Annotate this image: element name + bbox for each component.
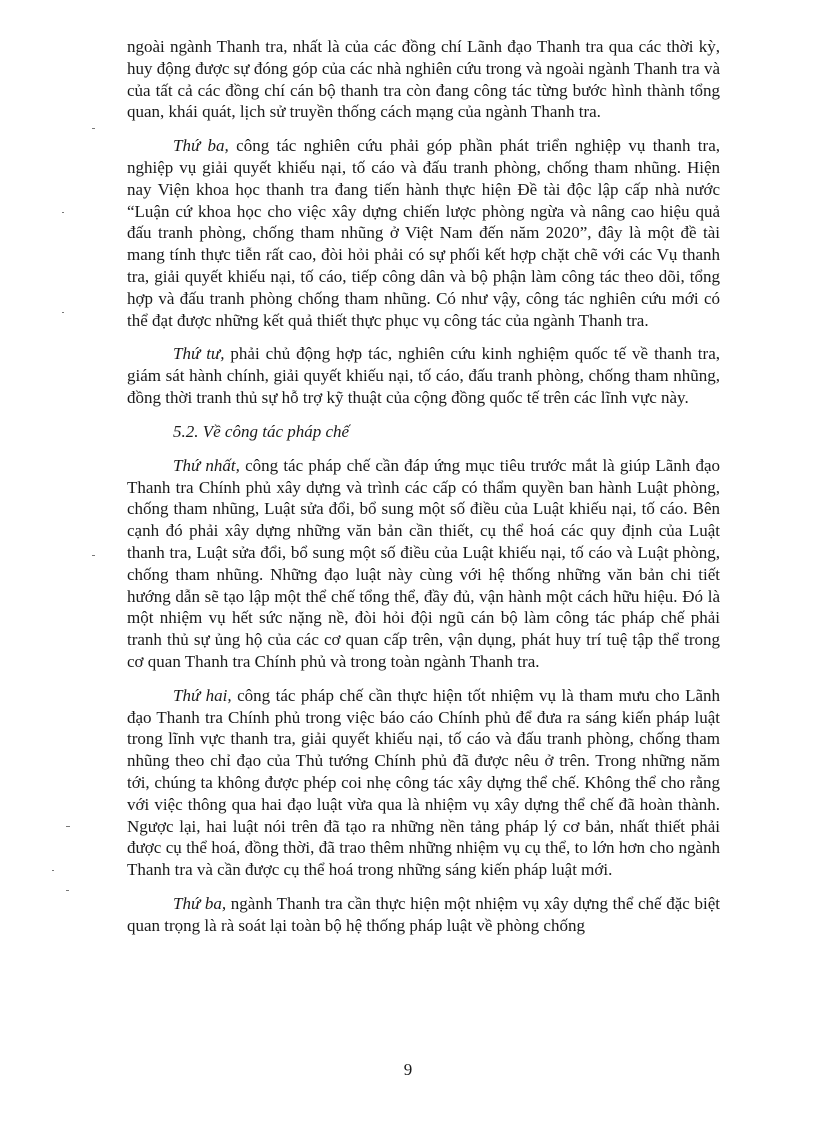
paragraph-lead: Thứ nhất, [173,455,240,475]
paragraph-body: công tác nghiên cứu phải góp phần phát triển nghiệp vụ thanh tra, nghiệp vụ giải quyết khiếu nại, tố cáo và đấu tranh phòng, chống tham nhũng. Hiện nay Viện khoa học thanh tra đang tiến hành thực hiện Đề tài độc lập cấp nhà nước “Luận cứ khoa học cho việc xây dựng chiến lược phòng ngừa và nâng cao hiệu quả đấu tranh phòng, chống tham nhũng ở Việt Nam đến năm 2020”, đây là một đề tài mang tính thực tiễn rất cao, đòi hỏi phải có sự phối kết hợp chặt chẽ với các Vụ thanh tra, giải quyết khiếu nại, tố cáo, tiếp công dân và bộ phận làm công tác theo dõi, tổng hợp và đấu tranh phòng chống tham nhũng. Có như vậy, công tác nghiên cứu mới có thể đạt được những kết quả thiết thực phục vụ công tác của ngành Thanh tra. [127,136,720,330]
scan-speck [62,212,64,213]
paragraph-thu-hai [127,685,720,881]
paragraph-thu-nhat [127,455,720,673]
paragraph-1: ngoài ngành Thanh tra, nhất là của các đồng chí Lãnh đạo Thanh tra qua các thời kỳ, huy động được sự đóng góp của các nhà nghiên cứu trong và ngoài ngành Thanh tra và của tất cả các đồng chí cán bộ thanh tra còn đang công tác từng bước hình thành tổng quan, khái quát, lịch sử truyền thống cách mạng của ngành Thanh tra. [127,37,720,122]
scan-speck [52,870,54,871]
paragraph-thu-ba-legal [127,893,720,937]
paragraph-lead: Thứ tư, [173,344,225,364]
paragraph-body: phải chủ động hợp tác, nghiên cứu kinh nghiệm quốc tế về thanh tra, giám sát hành chính, giải quyết khiếu nại, tố cáo, đấu tranh phòng, chống tham nhũng, đồng thời tranh thủ sự hỗ trợ kỹ thuật của cộng đồng quốc tế trên các lĩnh vực này. [127,344,720,407]
paragraph-lead: Thứ ba, [173,893,227,913]
paragraph-body: công tác pháp chế cần đáp ứng mục tiêu trước mắt là giúp Lãnh đạo Thanh tra Chính phủ xây dựng và trình các cấp có thẩm quyền ban hành Luật phòng, chống tham nhũng, Luật sửa đổi, bổ sung một số điều của Luật khiếu nại, tố cáo. Bên cạnh đó phải xây dựng những văn bản cần thiết, cụ thể hoá các quy định của Luật thanh tra, Luật sửa đổi, bổ sung một số điều của Luật khiếu nại, tố cáo và Luật phòng, chống tham nhũng. Những đạo luật này cùng với hệ thống những văn bản chi tiết hướng dẫn sẽ tạo lập một thể chế tổng thể, đầy đủ, vận hành một cách hữu hiệu. Đó là một nhiệm vụ hết sức nặng nề, đòi hỏi đội ngũ cán bộ làm công tác pháp chế phải tranh thủ sự ủng hộ của các cơ quan cấp trên, vận dụng, phát huy trí tuệ tập thể trong cơ quan Thanh tra Chính phủ và trong toàn ngành Thanh tra. [127,455,721,671]
paragraph-thu-tu [127,343,720,408]
paragraph-body: ngành Thanh tra cần thực hiện một nhiệm vụ xây dựng thể chế đặc biệt quan trọng là rà soát lại toàn bộ hệ thống pháp luật về phòng chống [127,893,720,935]
document-page [127,36,720,936]
paragraph-body: công tác pháp chế cần thực hiện tốt nhiệm vụ là tham mưu cho Lãnh đạo Thanh tra Chính phủ trong việc báo cáo Chính phủ để đưa ra sáng kiến pháp luật trong lĩnh vực thanh tra, giải quyết khiếu nại, tố cáo và đấu tranh phòng, chống tham nhũng theo chỉ đạo của Thủ tướng Chính phủ đã được nêu ở trên. Trong những năm tới, chúng ta không được phép coi nhẹ công tác xây dựng thể chế. Không thể cho rằng với việc thông qua hai đạo luật vừa qua là nhiệm vụ xây dựng thể chế đã hoàn thành. Ngược lại, hai luật nói trên đã tạo ra những nền tảng pháp lý cơ bản, nhất thiết phải được cụ thể hoá, đồng thời, đã trao thêm những nhiệm vụ cụ thể, to lớn hơn cho ngành Thanh tra và cần được cụ thể hoá trong những sáng kiến pháp luật mới. [127,685,721,880]
paragraph-lead: Thứ ba, [173,136,229,156]
paragraph-lead: Thứ hai, [173,685,232,705]
scan-speck [92,555,95,556]
section-heading: 5.2. Về công tác pháp chế [173,421,350,441]
scan-speck [92,128,95,129]
scan-speck [66,826,70,827]
paragraph-thu-ba-research [127,135,720,331]
scan-speck [66,890,69,891]
page-number: 9 [403,1060,413,1079]
scan-speck [62,312,64,313]
